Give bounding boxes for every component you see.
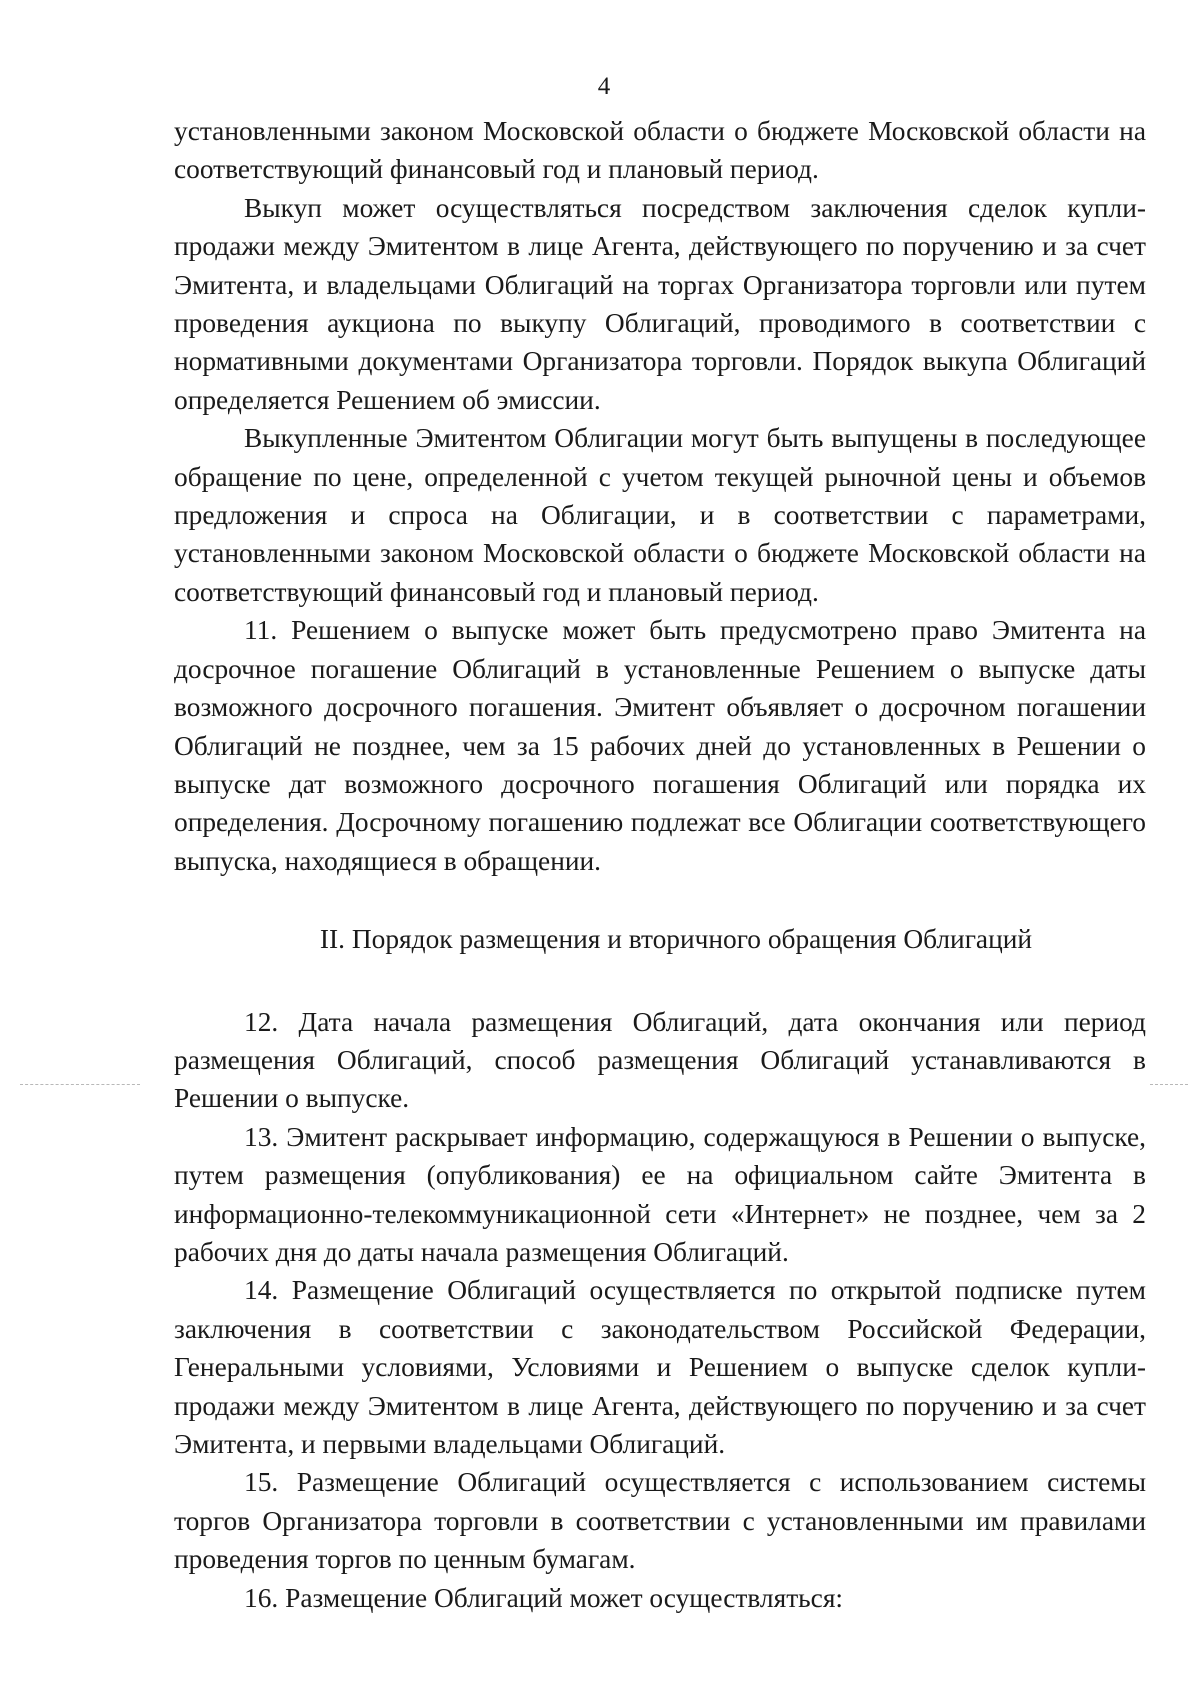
paragraph-item-15: 15. Размещение Облигаций осуществляется с использованием системы торгов Организатора торговли в соответствии с установленными им правилами проведения торгов по ценным бумагам. [174,1467,1146,1575]
paragraph-continuation: установленными законом Московской области о бюджете Московской области на соответствующий финансовый год и плановый период. [174,116,1146,185]
section-heading: II. Порядок размещения и вторичного обращения Облигаций [319,924,1033,955]
paragraph-item-16: 16. Размещение Облигаций может осуществляться: [244,1582,844,1613]
paragraph-recirculation: Выкупленные Эмитентом Облигации могут быть выпущены в последующее обращение по цене, определенной с учетом текущей рыночной цены и объемов предложения и спроса на Облигации, и в соответствии с параметрами, установленными законом Московской области о бюджете Московской области на соответствующий финансовый год и плановый период. [174,423,1146,607]
scan-artifact-right [1150,1084,1188,1085]
paragraph-item-13: 13. Эмитент раскрывает информацию, содержащуюся в Решении о выпуске, путем размещения (опубликования) ее на официальном сайте Эмитента в информационно-телекоммуникационной сети «Интернет» не позднее, чем за 2 рабочих дня до даты начала размещения Облигаций. [174,1121,1146,1267]
document-body [174,112,1146,1617]
paragraph-item-11: 11. Решением о выпуске может быть предусмотрено право Эмитента на досрочное погашение Облигаций в установленные Решением о выпуске даты возможного досрочного погашения. Эмитент объявляет о досрочном погашении Облигаций не позднее, чем за 15 рабочих дней до установленных в Решении о выпуске дат возможного досрочного погашения Облигаций или порядка их определения. Досрочному погашению подлежат все Облигации соответствующего выпуска, находящиеся в обращении. [174,615,1146,876]
page-number: 4 [597,73,611,100]
paragraph-item-14: 14. Размещение Облигаций осуществляется по открытой подписке путем заключения в соответствии с законодательством Российской Федерации, Генеральными условиями, Условиями и Решением о выпуске сделок купли-продажи между Эмитентом в лице Агента, действующего по поручению и за счет Эмитента, и первыми владельцами Облигаций. [174,1275,1146,1459]
scan-artifact-left [20,1084,140,1085]
paragraph-buyback: Выкуп может осуществляться посредством заключения сделок купли-продажи между Эмитентом в лице Агента, действующего по поручению и за счет Эмитента, и владельцами Облигаций на торгах Организатора торговли или путем проведения аукциона по выкупу Облигаций, проводимого в соответствии с нормативными документами Организатора торговли. Порядок выкупа Облигаций определяется Решением об эмиссии. [174,192,1146,415]
paragraph-item-12: 12. Дата начала размещения Облигаций, дата окончания или период размещения Облигаций, способ размещения Облигаций устанавливаются в Решении о выпуске. [174,1006,1146,1114]
